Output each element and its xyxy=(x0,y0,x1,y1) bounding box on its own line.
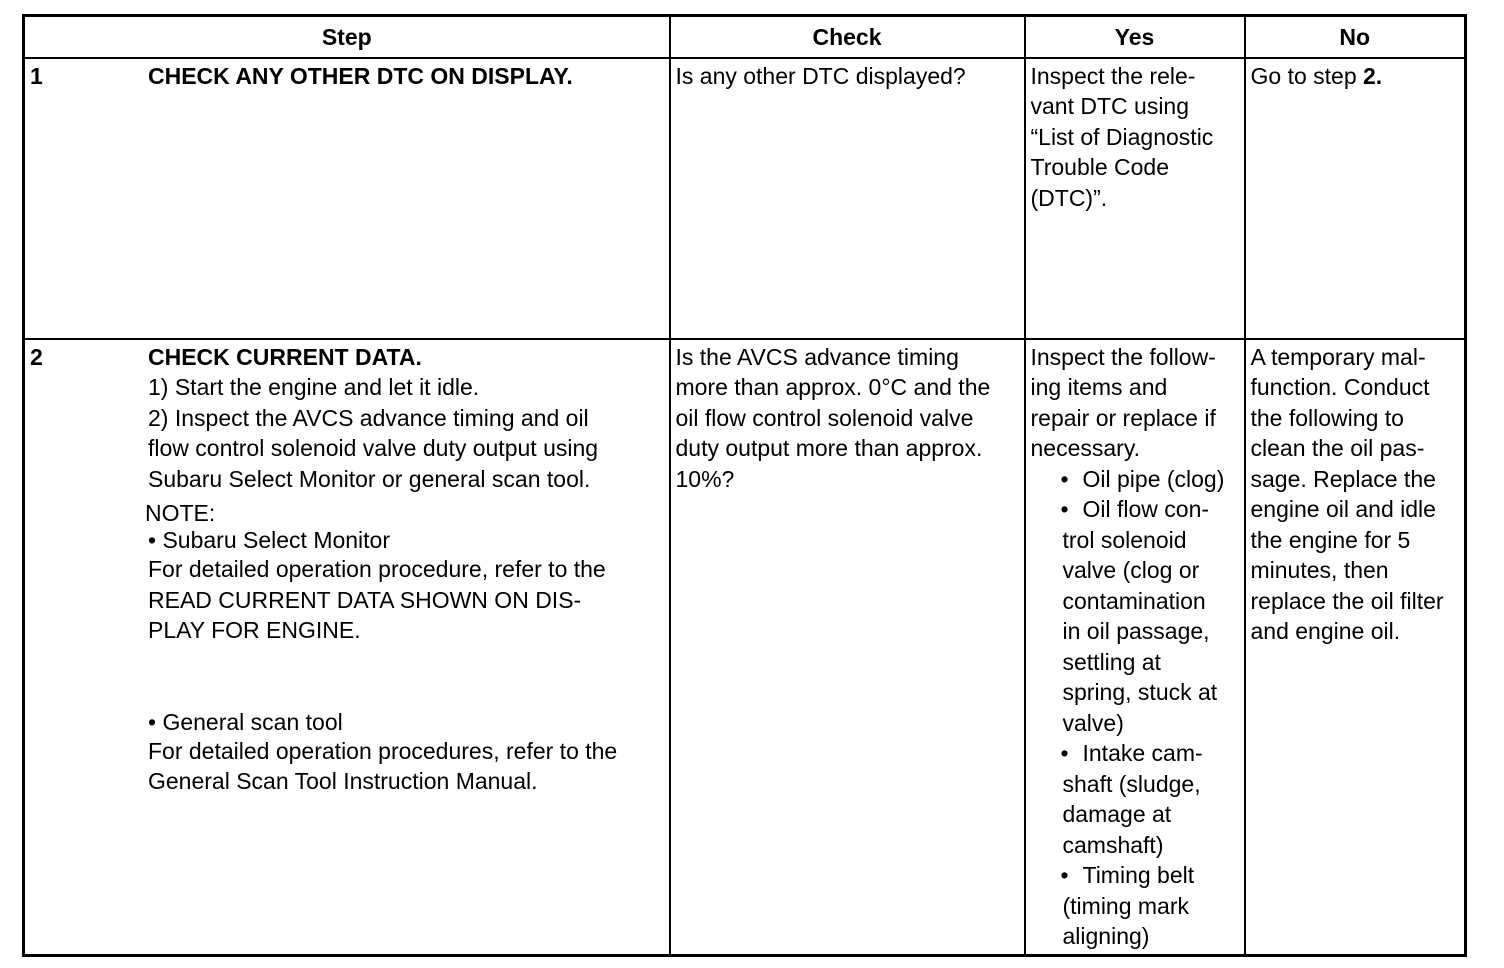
table-row xyxy=(24,58,1466,339)
step-title: CHECK CURRENT DATA. xyxy=(148,343,422,370)
header-step: Step xyxy=(24,16,670,58)
header-check: Check xyxy=(670,16,1025,58)
item-line: Oil pipe (clog) xyxy=(1082,465,1225,492)
no-step-ref: 2. xyxy=(1363,62,1383,89)
item-line: Timing belt xyxy=(1082,862,1195,888)
no-cell xyxy=(1245,58,1466,339)
step-number: 2 xyxy=(30,343,43,370)
substep-line: 1) Start the engine and let it idle. xyxy=(148,374,480,400)
yes-item-list xyxy=(1031,464,1239,952)
item-line: contamination xyxy=(1062,587,1206,614)
check-line: duty output more than approx. xyxy=(675,435,983,461)
table-header-row xyxy=(24,16,1466,58)
note-line: For detailed operation procedures, refer to the xyxy=(148,737,618,764)
yes-line: Inspect the rele- xyxy=(1030,62,1196,89)
yes-intro-line: ing items and xyxy=(1030,374,1168,400)
note-bullet-ssm: • Subaru Select Monitor xyxy=(148,527,391,553)
no-line: engine oil and idle xyxy=(1250,496,1436,522)
item-line: spring, stuck at xyxy=(1062,679,1218,705)
note-line: PLAY FOR ENGINE. xyxy=(148,617,361,643)
no-line: clean the oil pas- xyxy=(1250,435,1425,461)
list-item xyxy=(1060,738,1239,860)
no-text: Go to step xyxy=(1250,62,1364,89)
bullet-icon: • xyxy=(1060,862,1069,888)
item-line: (timing mark xyxy=(1062,892,1190,919)
item-line: Oil flow con- xyxy=(1082,496,1210,522)
item-line: settling at xyxy=(1062,648,1161,675)
diagnostic-table xyxy=(22,14,1467,957)
diagnostic-page xyxy=(22,14,1464,954)
check-line: oil flow control solenoid valve xyxy=(675,404,974,431)
yes-intro-line: repair or replace if xyxy=(1030,404,1216,431)
note-line: General Scan Tool Instruction Manual. xyxy=(148,768,538,794)
no-line: function. Conduct xyxy=(1250,374,1430,400)
item-line: valve) xyxy=(1062,709,1124,736)
list-item xyxy=(1060,860,1239,952)
item-line: damage at xyxy=(1062,801,1172,827)
yes-intro-line: Inspect the follow- xyxy=(1030,343,1216,370)
substep-line: flow control solenoid valve duty output using xyxy=(148,435,599,461)
substep-line: Subaru Select Monitor or general scan tool. xyxy=(148,465,591,492)
header-no: No xyxy=(1245,16,1466,58)
item-line: in oil passage, xyxy=(1062,618,1210,644)
list-item xyxy=(1060,494,1239,738)
note-label: NOTE: xyxy=(145,500,216,526)
bullet-icon: • xyxy=(1060,465,1069,492)
list-item xyxy=(1060,464,1239,495)
step-cell xyxy=(24,58,670,339)
no-line: replace the oil filter xyxy=(1250,587,1444,614)
note-bullet-gst: • General scan tool xyxy=(148,708,343,735)
table-row xyxy=(24,339,1466,956)
no-line: the engine for 5 xyxy=(1250,526,1411,553)
yes-intro-line: necessary. xyxy=(1030,435,1141,461)
item-line: shaft (sludge, xyxy=(1062,770,1201,797)
yes-line: (DTC)”. xyxy=(1030,184,1108,211)
step-number: 1 xyxy=(30,62,43,89)
no-line: and engine oil. xyxy=(1250,618,1401,644)
item-line: valve (clog or xyxy=(1062,557,1200,583)
item-line: camshaft) xyxy=(1062,831,1164,858)
check-text: Is any other DTC displayed? xyxy=(675,62,966,89)
no-line: the following to xyxy=(1250,404,1404,431)
check-cell xyxy=(670,339,1025,956)
no-line: A temporary mal- xyxy=(1250,343,1426,370)
no-line: sage. Replace the xyxy=(1250,465,1436,492)
header-yes: Yes xyxy=(1025,16,1245,58)
step-title: CHECK ANY OTHER DTC ON DISPLAY. xyxy=(148,62,573,89)
no-line: minutes, then xyxy=(1250,557,1389,583)
check-line: Is the AVCS advance timing xyxy=(675,343,959,370)
check-line: 10%? xyxy=(675,465,735,492)
yes-line: vant DTC using xyxy=(1030,93,1190,119)
bullet-icon: • xyxy=(1060,496,1069,522)
note-line: READ CURRENT DATA SHOWN ON DIS- xyxy=(148,586,582,613)
yes-line: “List of Diagnostic xyxy=(1030,123,1214,150)
item-line: Intake cam- xyxy=(1082,740,1203,766)
substep-line: 2) Inspect the AVCS advance timing and oil xyxy=(148,404,589,431)
item-line: aligning) xyxy=(1062,923,1150,949)
check-line: more than approx. 0°C and the xyxy=(675,374,991,400)
yes-cell xyxy=(1025,339,1245,956)
yes-line: Trouble Code xyxy=(1030,154,1170,180)
step-cell xyxy=(24,339,670,956)
note-line: For detailed operation procedure, refer to the xyxy=(148,556,606,582)
item-line: trol solenoid xyxy=(1062,526,1187,553)
check-cell xyxy=(670,58,1025,339)
bullet-icon: • xyxy=(1060,740,1069,766)
no-cell xyxy=(1245,339,1466,956)
yes-cell xyxy=(1025,58,1245,339)
